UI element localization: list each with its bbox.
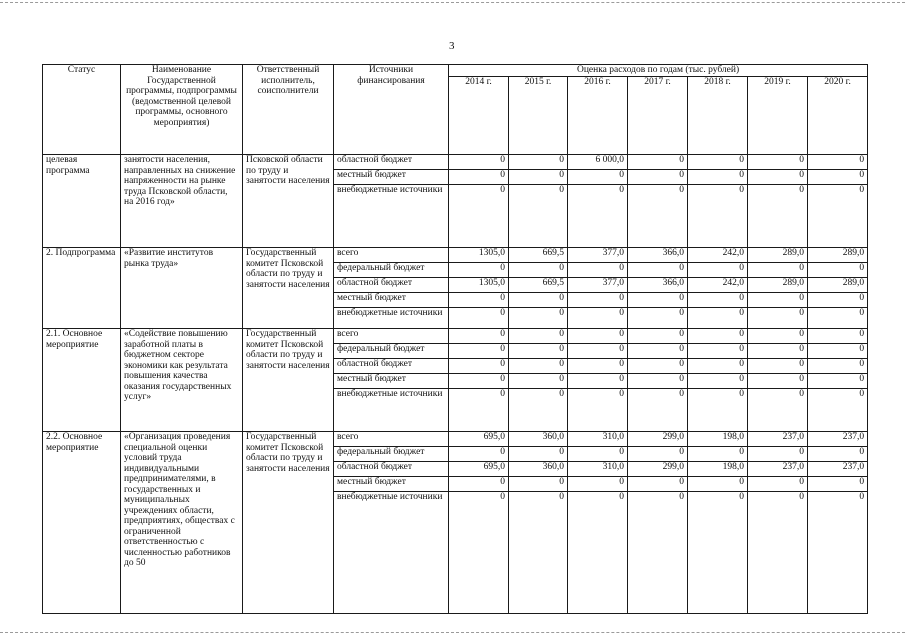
funding-source: местный бюджет bbox=[334, 170, 449, 185]
row-name: занятости населения, направленных на снижение напряженности на рынке труда Псковской области, на 2016 год» bbox=[121, 155, 243, 248]
amount-cell: 0 bbox=[808, 374, 868, 389]
amount-cell: 360,0 bbox=[509, 462, 568, 477]
row-status: 2.1. Основное мероприятие bbox=[43, 329, 121, 432]
amount-cell: 0 bbox=[688, 447, 748, 462]
amount-cell: 0 bbox=[628, 263, 688, 278]
amount-cell: 0 bbox=[449, 263, 509, 278]
funding-source: внебюджетные источники bbox=[334, 185, 449, 248]
amount-cell: 0 bbox=[628, 185, 688, 248]
amount-cell: 0 bbox=[688, 374, 748, 389]
amount-cell: 6 000,0 bbox=[568, 155, 628, 170]
amount-cell: 0 bbox=[628, 308, 688, 329]
header-sources: Источники финансирования bbox=[334, 65, 449, 155]
amount-cell: 242,0 bbox=[688, 278, 748, 293]
row-executor: Государственный комитет Псковской области по труду и занятости населения bbox=[243, 329, 334, 432]
funding-source: областной бюджет bbox=[334, 462, 449, 477]
amount-cell: 0 bbox=[688, 155, 748, 170]
amount-cell: 0 bbox=[628, 447, 688, 462]
funding-source: местный бюджет bbox=[334, 477, 449, 492]
amount-cell: 0 bbox=[449, 477, 509, 492]
amount-cell: 1305,0 bbox=[449, 278, 509, 293]
amount-cell: 0 bbox=[748, 477, 808, 492]
table-row bbox=[43, 329, 868, 344]
amount-cell: 0 bbox=[509, 185, 568, 248]
amount-cell: 0 bbox=[568, 359, 628, 374]
funding-source: федеральный бюджет bbox=[334, 344, 449, 359]
amount-cell: 0 bbox=[688, 344, 748, 359]
amount-cell: 0 bbox=[628, 359, 688, 374]
amount-cell: 0 bbox=[509, 170, 568, 185]
row-name: «Содействие повышению заработной платы в бюджетном секторе экономики как результата повышения качества оказания государственных услуг» bbox=[121, 329, 243, 432]
row-executor: Государственный комитет Псковской области по труду и занятости населения bbox=[243, 432, 334, 614]
amount-cell: 0 bbox=[808, 359, 868, 374]
amount-cell: 289,0 bbox=[808, 278, 868, 293]
amount-cell: 377,0 bbox=[568, 278, 628, 293]
amount-cell: 0 bbox=[568, 344, 628, 359]
amount-cell: 0 bbox=[688, 329, 748, 344]
header-year: 2017 г. bbox=[628, 77, 688, 155]
amount-cell: 0 bbox=[688, 170, 748, 185]
amount-cell: 0 bbox=[509, 263, 568, 278]
amount-cell: 669,5 bbox=[509, 278, 568, 293]
amount-cell: 0 bbox=[688, 308, 748, 329]
header-executor: Ответственный исполнитель, соисполнители bbox=[243, 65, 334, 155]
amount-cell: 0 bbox=[509, 155, 568, 170]
amount-cell: 366,0 bbox=[628, 248, 688, 263]
budget-table bbox=[42, 64, 868, 614]
table-row bbox=[43, 432, 868, 447]
funding-source: областной бюджет bbox=[334, 278, 449, 293]
funding-source: всего bbox=[334, 432, 449, 447]
amount-cell: 0 bbox=[808, 389, 868, 432]
funding-source: местный бюджет bbox=[334, 374, 449, 389]
amount-cell: 289,0 bbox=[748, 278, 808, 293]
amount-cell: 198,0 bbox=[688, 432, 748, 447]
header-name: Наименование Государственной программы, подпрограммы (ведомственной целевой программы, основного мероприятия) bbox=[121, 65, 243, 155]
amount-cell: 0 bbox=[449, 389, 509, 432]
amount-cell: 310,0 bbox=[568, 462, 628, 477]
amount-cell: 0 bbox=[628, 155, 688, 170]
amount-cell: 0 bbox=[688, 359, 748, 374]
amount-cell: 0 bbox=[509, 447, 568, 462]
amount-cell: 310,0 bbox=[568, 432, 628, 447]
amount-cell: 0 bbox=[449, 293, 509, 308]
amount-cell: 0 bbox=[748, 359, 808, 374]
row-status: 2.2. Основное мероприятие bbox=[43, 432, 121, 614]
table-body bbox=[43, 155, 868, 614]
amount-cell: 0 bbox=[568, 492, 628, 614]
amount-cell: 0 bbox=[509, 344, 568, 359]
amount-cell: 299,0 bbox=[628, 462, 688, 477]
amount-cell: 0 bbox=[748, 185, 808, 248]
amount-cell: 0 bbox=[449, 374, 509, 389]
funding-source: областной бюджет bbox=[334, 359, 449, 374]
amount-cell: 0 bbox=[808, 155, 868, 170]
amount-cell: 0 bbox=[628, 374, 688, 389]
row-status: целевая программа bbox=[43, 155, 121, 248]
scan-edge-top bbox=[0, 2, 905, 3]
funding-source: областной бюджет bbox=[334, 155, 449, 170]
row-name: «Развитие институтов рынка труда» bbox=[121, 248, 243, 329]
amount-cell: 0 bbox=[628, 477, 688, 492]
amount-cell: 0 bbox=[628, 344, 688, 359]
amount-cell: 0 bbox=[449, 329, 509, 344]
amount-cell: 0 bbox=[509, 293, 568, 308]
header-year: 2015 г. bbox=[509, 77, 568, 155]
amount-cell: 0 bbox=[808, 308, 868, 329]
amount-cell: 366,0 bbox=[628, 278, 688, 293]
row-executor: Государственный комитет Псковской области по труду и занятости населения bbox=[243, 248, 334, 329]
amount-cell: 289,0 bbox=[808, 248, 868, 263]
amount-cell: 0 bbox=[748, 263, 808, 278]
amount-cell: 669,5 bbox=[509, 248, 568, 263]
amount-cell: 0 bbox=[808, 170, 868, 185]
row-executor: Псковской области по труду и занятости населения bbox=[243, 155, 334, 248]
amount-cell: 0 bbox=[449, 170, 509, 185]
amount-cell: 0 bbox=[509, 477, 568, 492]
amount-cell: 0 bbox=[808, 185, 868, 248]
amount-cell: 198,0 bbox=[688, 462, 748, 477]
amount-cell: 0 bbox=[568, 308, 628, 329]
amount-cell: 0 bbox=[449, 155, 509, 170]
header-year: 2019 г. bbox=[748, 77, 808, 155]
amount-cell: 0 bbox=[568, 447, 628, 462]
header-estimate: Оценка расходов по годам (тыс. рублей) bbox=[449, 65, 868, 77]
amount-cell: 0 bbox=[449, 344, 509, 359]
amount-cell: 0 bbox=[748, 308, 808, 329]
amount-cell: 237,0 bbox=[808, 432, 868, 447]
amount-cell: 0 bbox=[748, 344, 808, 359]
amount-cell: 0 bbox=[509, 359, 568, 374]
page-number: 3 bbox=[449, 40, 455, 52]
amount-cell: 377,0 bbox=[568, 248, 628, 263]
amount-cell: 0 bbox=[808, 293, 868, 308]
amount-cell: 237,0 bbox=[748, 432, 808, 447]
table-row bbox=[43, 155, 868, 170]
amount-cell: 0 bbox=[628, 293, 688, 308]
amount-cell: 0 bbox=[748, 374, 808, 389]
amount-cell: 0 bbox=[449, 308, 509, 329]
header-year: 2014 г. bbox=[449, 77, 509, 155]
amount-cell: 237,0 bbox=[808, 462, 868, 477]
funding-source: всего bbox=[334, 329, 449, 344]
amount-cell: 0 bbox=[509, 308, 568, 329]
amount-cell: 0 bbox=[628, 389, 688, 432]
amount-cell: 0 bbox=[748, 389, 808, 432]
amount-cell: 0 bbox=[568, 185, 628, 248]
amount-cell: 695,0 bbox=[449, 462, 509, 477]
header-status: Статус bbox=[43, 65, 121, 155]
amount-cell: 0 bbox=[449, 492, 509, 614]
amount-cell: 0 bbox=[808, 477, 868, 492]
amount-cell: 242,0 bbox=[688, 248, 748, 263]
amount-cell: 237,0 bbox=[748, 462, 808, 477]
amount-cell: 0 bbox=[509, 492, 568, 614]
amount-cell: 0 bbox=[688, 263, 748, 278]
funding-source: местный бюджет bbox=[334, 293, 449, 308]
amount-cell: 299,0 bbox=[628, 432, 688, 447]
amount-cell: 0 bbox=[808, 492, 868, 614]
amount-cell: 0 bbox=[748, 492, 808, 614]
amount-cell: 0 bbox=[568, 293, 628, 308]
header-year: 2020 г. bbox=[808, 77, 868, 155]
amount-cell: 0 bbox=[568, 389, 628, 432]
amount-cell: 0 bbox=[808, 447, 868, 462]
amount-cell: 289,0 bbox=[748, 248, 808, 263]
amount-cell: 0 bbox=[688, 389, 748, 432]
funding-source: внебюджетные источники bbox=[334, 492, 449, 614]
amount-cell: 0 bbox=[808, 329, 868, 344]
amount-cell: 0 bbox=[628, 492, 688, 614]
amount-cell: 0 bbox=[628, 170, 688, 185]
amount-cell: 0 bbox=[688, 477, 748, 492]
amount-cell: 0 bbox=[748, 155, 808, 170]
amount-cell: 0 bbox=[509, 374, 568, 389]
amount-cell: 0 bbox=[449, 185, 509, 248]
amount-cell: 0 bbox=[568, 170, 628, 185]
amount-cell: 0 bbox=[808, 263, 868, 278]
funding-source: всего bbox=[334, 248, 449, 263]
amount-cell: 0 bbox=[688, 293, 748, 308]
row-status: 2. Подпрограмма bbox=[43, 248, 121, 329]
amount-cell: 0 bbox=[568, 329, 628, 344]
amount-cell: 0 bbox=[449, 359, 509, 374]
funding-source: внебюджетные источники bbox=[334, 389, 449, 432]
scan-edge-bottom bbox=[0, 632, 905, 633]
header-year: 2018 г. bbox=[688, 77, 748, 155]
amount-cell: 0 bbox=[748, 293, 808, 308]
amount-cell: 0 bbox=[449, 447, 509, 462]
amount-cell: 0 bbox=[688, 492, 748, 614]
amount-cell: 0 bbox=[568, 477, 628, 492]
row-name: «Организация проведения специальной оценки условий труда индивидуальными предпринимателями, в государственных и муниципальных учреждениях области, предприятиях, обществах с ограниченной ответственностью с численностью работников до 50 bbox=[121, 432, 243, 614]
funding-source: внебюджетные источники bbox=[334, 308, 449, 329]
amount-cell: 0 bbox=[628, 329, 688, 344]
funding-source: федеральный бюджет bbox=[334, 447, 449, 462]
amount-cell: 695,0 bbox=[449, 432, 509, 447]
amount-cell: 1305,0 bbox=[449, 248, 509, 263]
amount-cell: 360,0 bbox=[509, 432, 568, 447]
amount-cell: 0 bbox=[688, 185, 748, 248]
table-row bbox=[43, 248, 868, 263]
amount-cell: 0 bbox=[748, 170, 808, 185]
amount-cell: 0 bbox=[509, 329, 568, 344]
amount-cell: 0 bbox=[748, 447, 808, 462]
amount-cell: 0 bbox=[568, 263, 628, 278]
amount-cell: 0 bbox=[748, 329, 808, 344]
amount-cell: 0 bbox=[509, 389, 568, 432]
funding-source: федеральный бюджет bbox=[334, 263, 449, 278]
amount-cell: 0 bbox=[808, 344, 868, 359]
amount-cell: 0 bbox=[568, 374, 628, 389]
header-year: 2016 г. bbox=[568, 77, 628, 155]
